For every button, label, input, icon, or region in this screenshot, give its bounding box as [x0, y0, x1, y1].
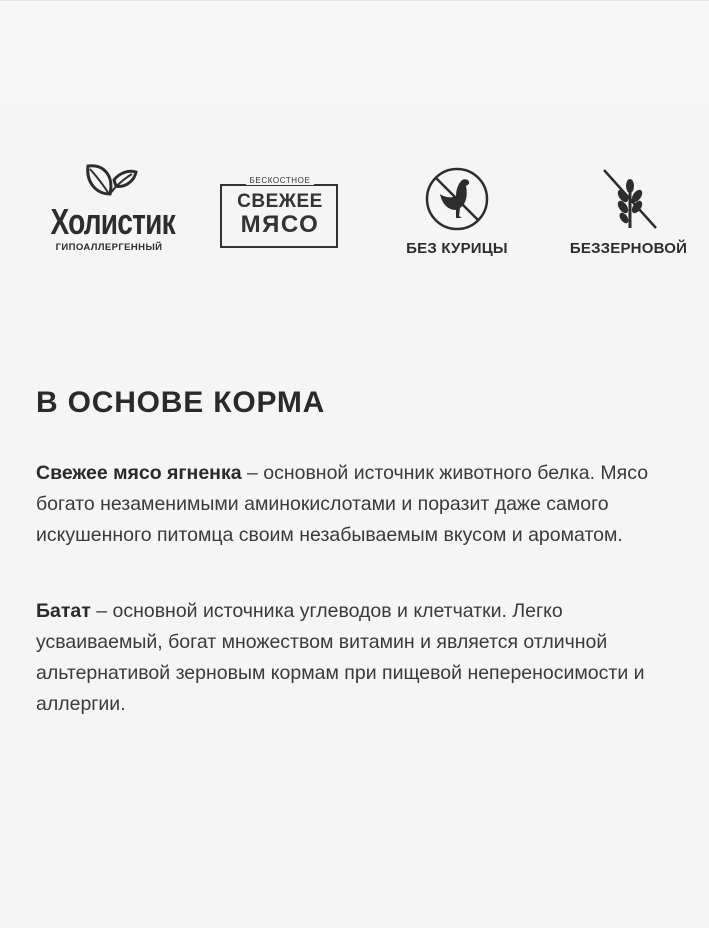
leaf-icon: [74, 160, 144, 202]
sweet-potato-description: – основной источника углеводов и клетчатки. Легко усваиваемый, богат множеством витамин и является отличной альтернативой зерновым кормам при пищевой непереносимости и аллергии.: [36, 600, 645, 715]
sweet-potato-term: Батат: [36, 600, 91, 622]
grain-free-label: БЕЗЗЕРНОВОЙ: [569, 240, 688, 257]
fresh-meat-line2: МЯСО: [240, 211, 320, 238]
fresh-meat-top: БЕСКОСТНОЕ: [220, 176, 340, 185]
feature-badges: [0, 152, 709, 272]
fresh-meat-line1: СВЕЖЕЕ: [237, 191, 323, 212]
fresh-meat-badge: [220, 176, 340, 248]
holistic-title: Холистик: [50, 201, 175, 242]
no-chicken-badge: [392, 166, 522, 266]
main-content: [0, 102, 709, 928]
no-chicken-label: БЕЗ КУРИЦЫ: [406, 240, 508, 257]
section-heading: В ОСНОВЕ КОРМА: [36, 386, 326, 419]
grain-free-badge: [556, 166, 701, 266]
lamb-term: Свежее мясо ягненка: [36, 462, 242, 484]
lamb-paragraph: [36, 458, 676, 551]
top-band: [0, 0, 709, 103]
holistic-badge: [34, 160, 184, 270]
wheat-crossed-icon: [594, 166, 664, 232]
sweet-potato-paragraph: [36, 596, 676, 720]
lamb-description: – основной источник животного белка. Мясо богато незаменимыми аминокислотами и поразит даже самого искушенного питомца своим незабываемым вкусом и ароматом.: [36, 462, 649, 546]
no-chicken-icon: [422, 166, 492, 232]
holistic-subtitle: ГИПОАЛЛЕРГЕННЫЙ: [55, 242, 163, 253]
